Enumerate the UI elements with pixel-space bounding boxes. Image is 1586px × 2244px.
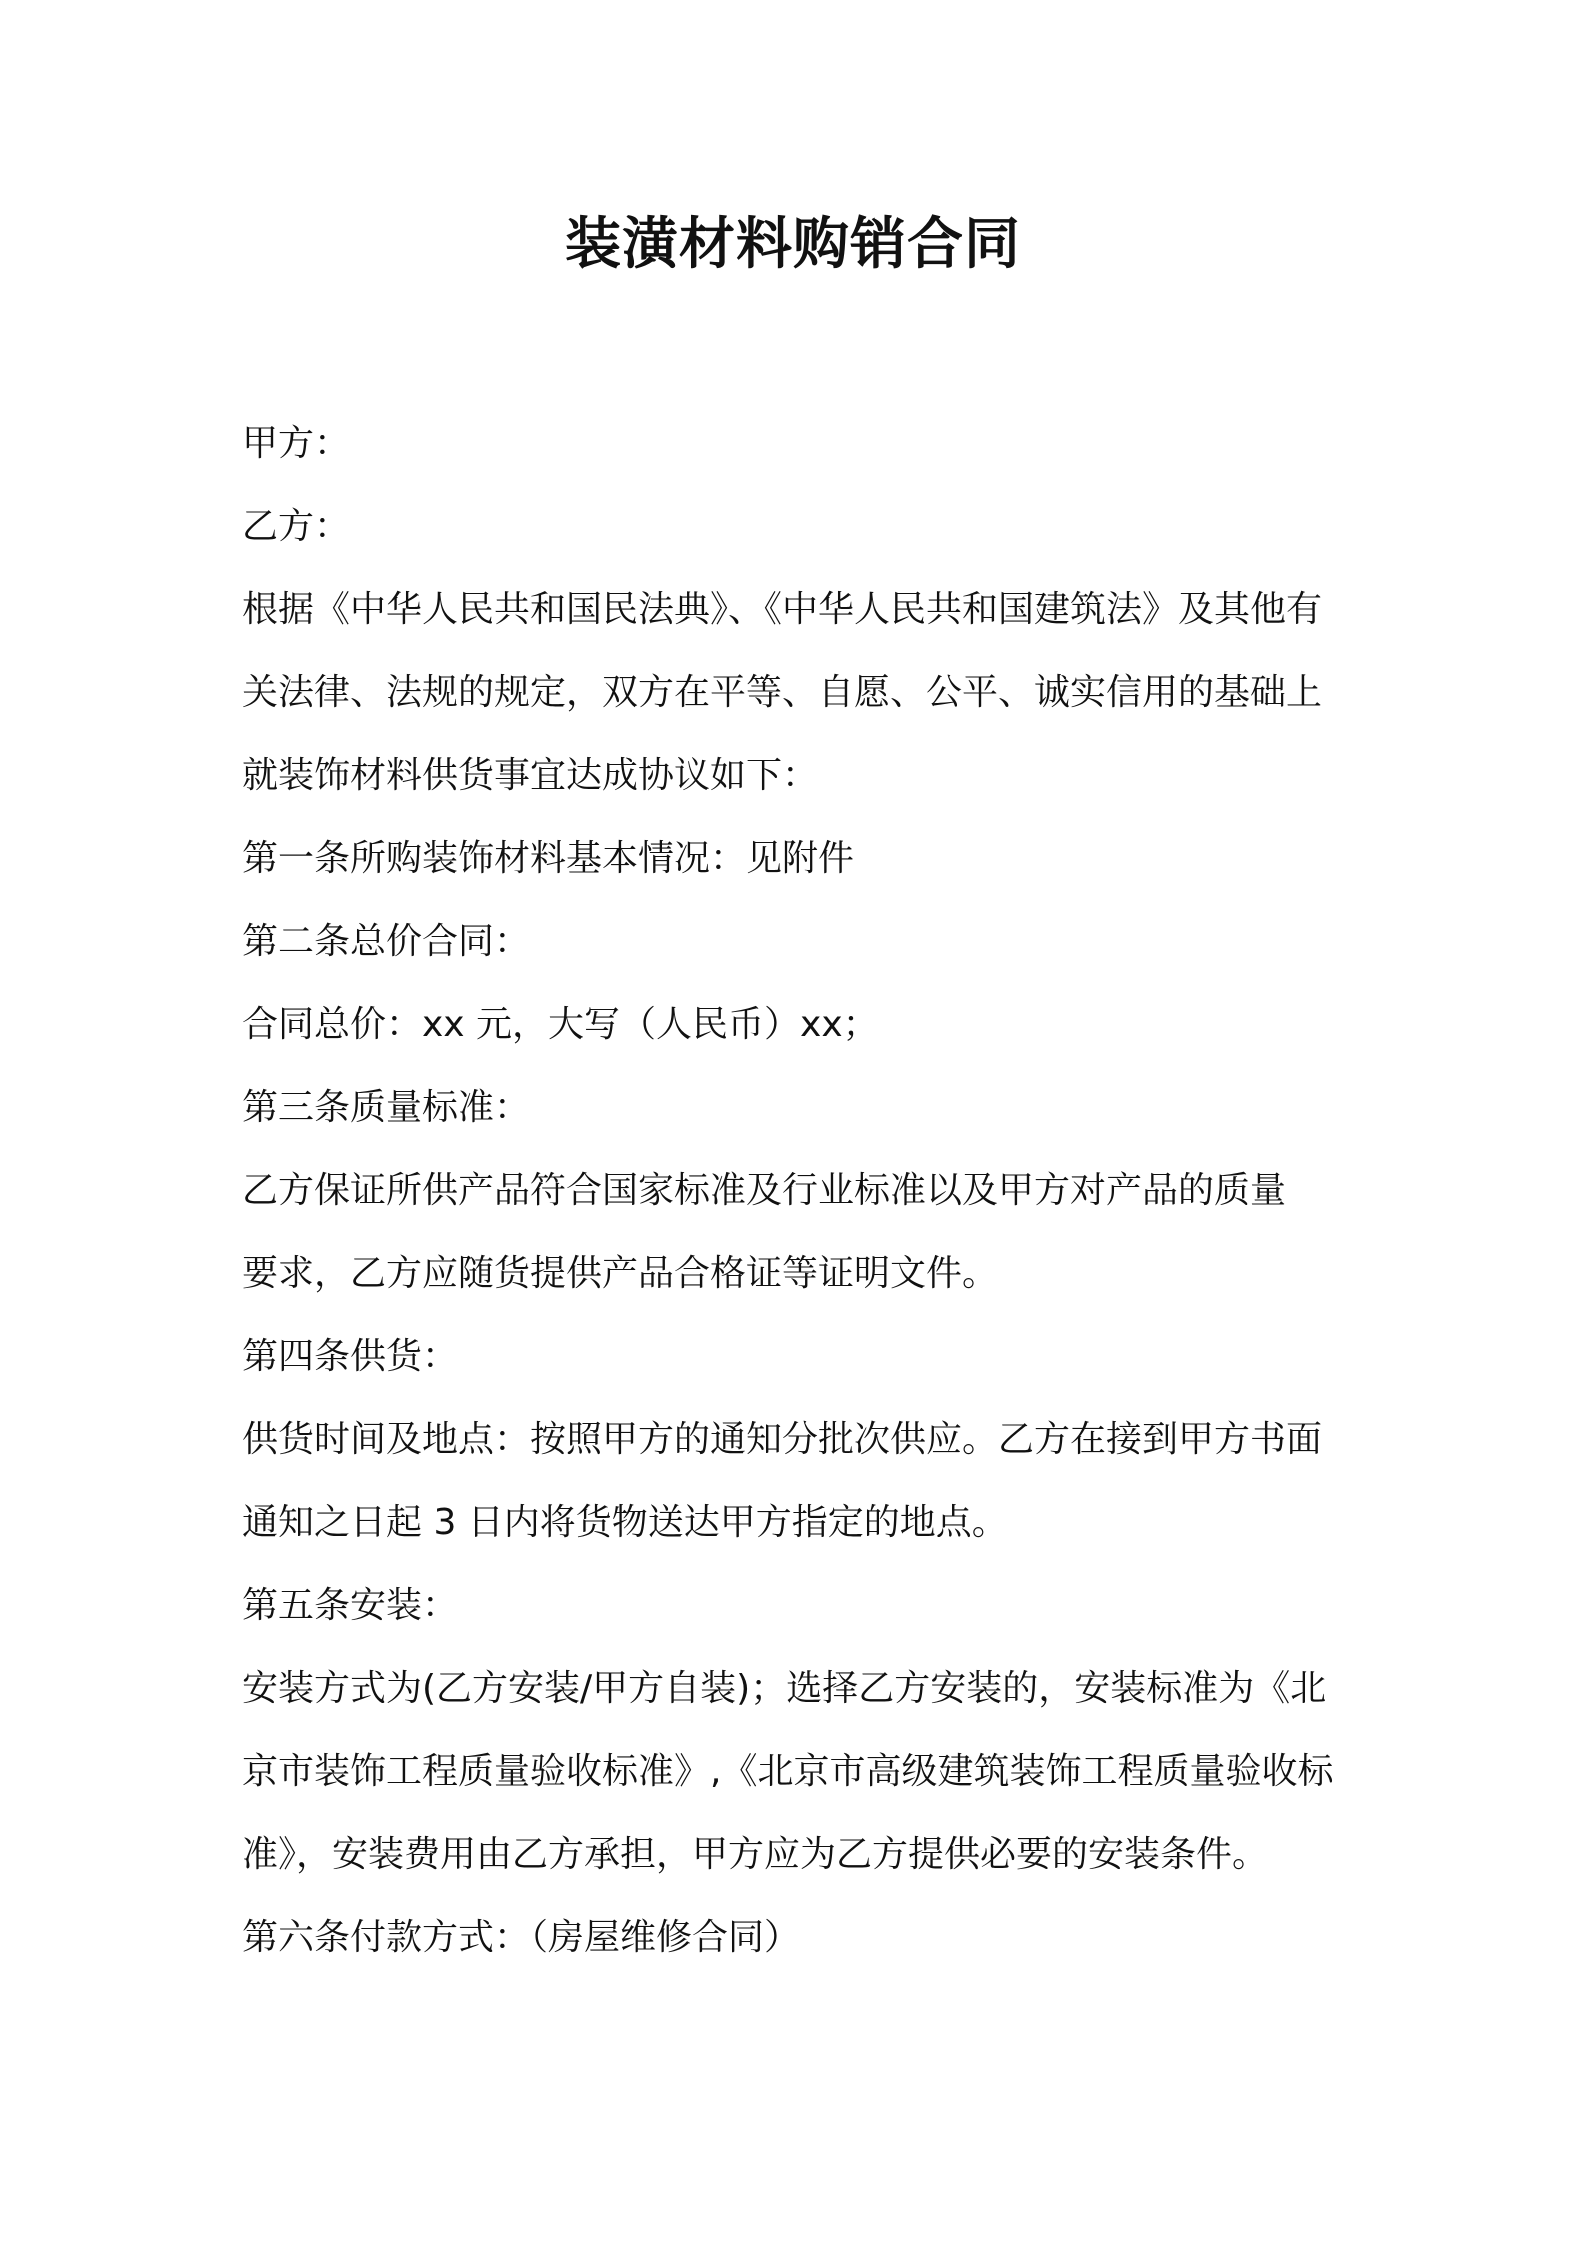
article-5-text-line-3: 准》，安装费用由乙方承担，甲方应为乙方提供必要的安装条件。: [242, 1834, 1269, 1875]
document-title: 装潢材料购销合同: [565, 212, 1021, 277]
article-4-text-line-2: 通知之日起 3 日内将货物送达甲方指定的地点。: [242, 1502, 1008, 1543]
article-2-total-price: 合同总价：xx 元，大写（人民币）xx；: [242, 1004, 879, 1045]
article-4-text-line-1: 供货时间及地点：按照甲方的通知分批次供应。乙方在接到甲方书面: [242, 1419, 1323, 1460]
preamble-line-1: 根据《中华人民共和国民法典》、《中华人民共和国建筑法》及其他有: [242, 589, 1323, 630]
article-5-text-line-1: 安装方式为(乙方安装/甲方自装)；选择乙方安装的，安装标准为《北: [242, 1668, 1327, 1709]
article-5-text-line-2: 京市装饰工程质量验收标准》,《北京市高级建筑装饰工程质量验收标: [242, 1751, 1334, 1792]
article-3-heading: 第三条质量标准：: [242, 1087, 531, 1128]
party-a-line: 甲方：: [242, 423, 351, 464]
party-b-line: 乙方：: [242, 506, 351, 547]
article-3-text-line-2: 要求，乙方应随货提供产品合格证等证明文件。: [242, 1253, 999, 1294]
preamble-line-2: 关法律、法规的规定，双方在平等、自愿、公平、诚实信用的基础上: [242, 672, 1323, 713]
article-3-text-line-1: 乙方保证所供产品符合国家标准及行业标准以及甲方对产品的质量: [242, 1170, 1287, 1211]
article-6-heading: 第六条付款方式：（房屋维修合同）: [242, 1917, 801, 1958]
article-4-heading: 第四条供货：: [242, 1336, 459, 1377]
document-body: [242, 402, 1352, 1979]
article-1-heading: 第一条所购装饰材料基本情况：见附件: [242, 838, 855, 879]
preamble-line-3: 就装饰材料供货事宜达成协议如下：: [242, 755, 819, 796]
article-2-heading: 第二条总价合同：: [242, 921, 531, 962]
article-5-heading: 第五条安装：: [242, 1585, 459, 1626]
